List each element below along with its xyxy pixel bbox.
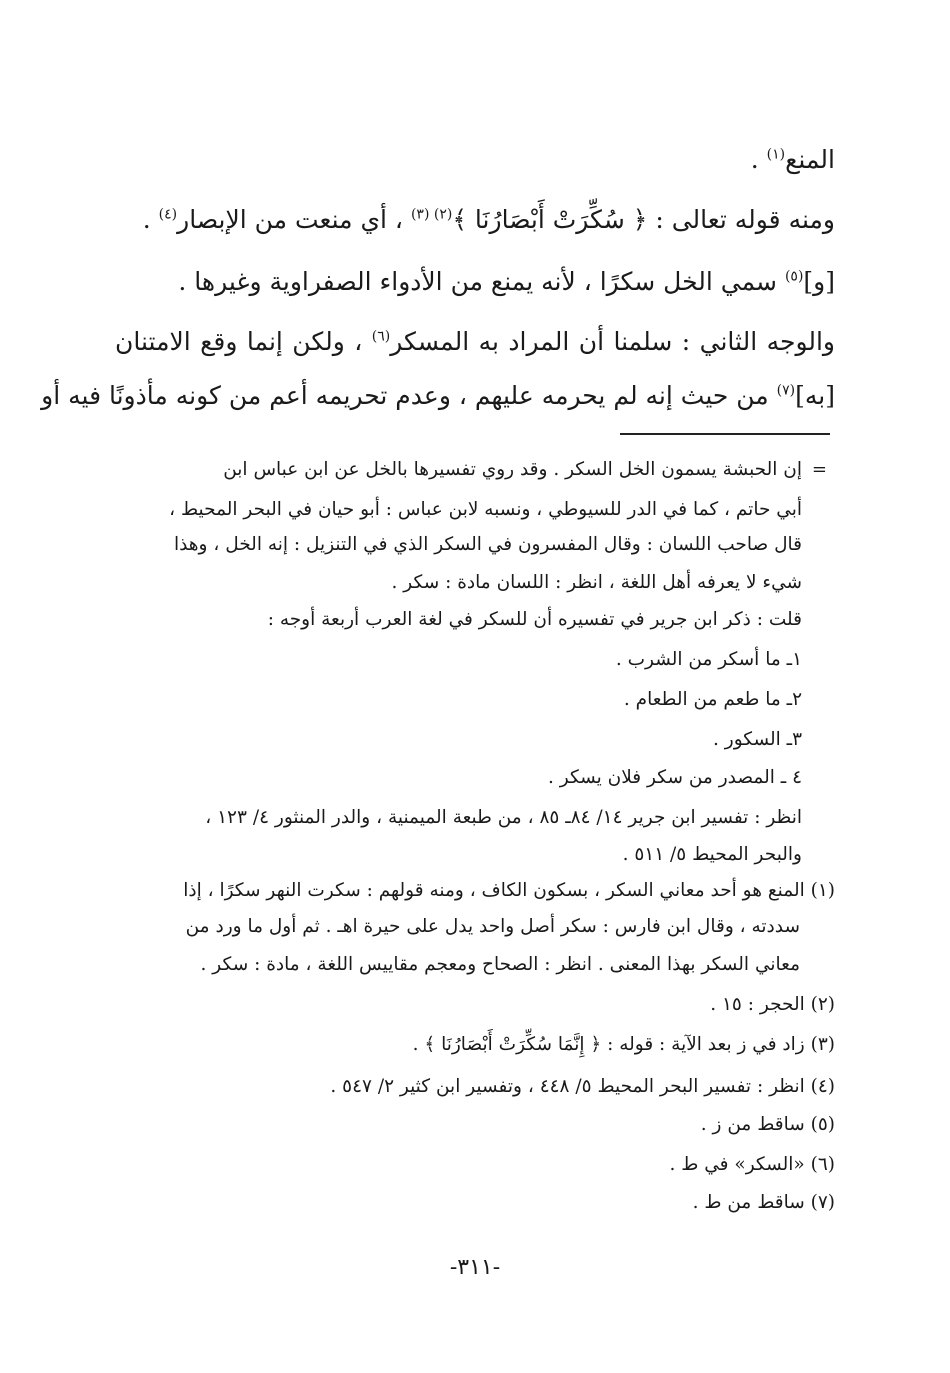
note-line: ٣ـ السكور . (713, 729, 802, 750)
main-line-5 (41, 376, 835, 416)
footnote-4: (٤) انظر : تفسير البحر المحيط ٥/ ٤٤٨ ، وتفسير ابن كثير ٢/ ٥٤٧ . (330, 1076, 835, 1097)
footnote-ref[interactable]: (٤) (158, 206, 178, 223)
note-line: شيء لا يعرفه أهل اللغة ، انظر : اللسان مادة : سكر . (391, 572, 802, 593)
note-line: ٤ ـ المصدر من سكر فلان يسكر . (547, 767, 802, 788)
page-number: -٣١١- (449, 1255, 501, 1280)
main-text: [و] (803, 267, 835, 296)
main-text: من حيث إنه لم يحرمه عليهم ، وعدم تحريمه أعم من كونه مأذونًا فيه أو (41, 381, 777, 410)
note-line: والبحر المحيط ٥/ ٥١١ . (622, 844, 802, 865)
footnote-7: (٧) ساقط من ط . (692, 1192, 835, 1213)
note-line: قلت : ذكر ابن جرير في تفسيره أن للسكر في لغة العرب أربعة أوجه : (267, 609, 802, 630)
main-text: [به] (795, 381, 835, 410)
note-line: أبي حاتم ، كما في الدر للسيوطي ، ونسبه لابن عباس : أبو حيان في البحر المحيط ، (169, 499, 802, 520)
footnote-3: (٣) زاد في ز بعد الآية : قوله : ﴿ إِنَّمَا سُكِّرَتْ أَبْصَارُنَا ﴾ . (412, 1034, 835, 1055)
footnote-2: (٢) الحجر : ١٥ . (710, 994, 835, 1015)
footnote-ref[interactable]: (١) (766, 146, 786, 163)
main-text: سمي الخل سكرًا ، لأنه يمنع من الأدواء الصفراوية وغيرها . (178, 267, 785, 296)
footnote-6: (٦) «السكر» في ط . (669, 1154, 835, 1175)
footnote-5: (٥) ساقط من ز . (700, 1114, 835, 1135)
note-line: إن الحبشة يسمون الخل السكر . وقد روي تفسيرها بالخل عن ابن عباس ابن (223, 459, 802, 480)
footnote-separator (620, 433, 830, 435)
main-text: ، أي منعت من الإبصار (177, 205, 411, 234)
footnote-1-cont: معاني السكر بهذا المعنى . انظر : الصحاح ومعجم مقاييس اللغة ، مادة : سكر . (200, 954, 800, 975)
note-line: ١ـ ما أسكر من الشرب . (615, 649, 802, 670)
main-text: ، ولكن إنما وقع الامتنان (115, 327, 372, 356)
footnote-1-cont: سددته ، وقال ابن فارس : سكر أصل واحد يدل على حيرة اهـ . ثم أول ما ورد من (185, 916, 800, 937)
main-text: المنع (785, 145, 835, 174)
footnote-ref[interactable]: (٧) (776, 382, 796, 399)
main-text: . (142, 205, 159, 234)
footnote-ref[interactable]: (٢) (٣) (410, 206, 453, 223)
main-line-1 (115, 140, 835, 180)
main-text: ومنه قوله تعالى : ﴿ سُكِّرَتْ أَبْصَارُنَا ﴾ (452, 205, 835, 234)
main-line-4 (115, 322, 835, 362)
main-text: . (750, 145, 767, 174)
footnote-1: (١) المنع هو أحد معاني السكر ، بسكون الكاف ، ومنه قولهم : سكرت النهر سكرًا ، إذا (183, 880, 835, 901)
note-line: ٢ـ ما طعم من الطعام . (623, 689, 802, 710)
note-line: قال صاحب اللسان : وقال المفسرون في السكر الذي في التنزيل : إنه الخل ، وهذا (173, 534, 802, 555)
continuation-mark: = (811, 459, 827, 480)
note-line: انظر : تفسير ابن جرير ١٤/ ٨٤ـ ٨٥ ، من طبعة الميمنية ، والدر المنثور ٤/ ١٢٣ ، (205, 807, 802, 828)
footnote-ref[interactable]: (٦) (371, 328, 391, 345)
main-text: والوجه الثاني : سلمنا أن المراد به المسكر (390, 327, 836, 356)
main-line-3 (115, 262, 835, 302)
main-line-2 (115, 200, 835, 240)
footnote-ref[interactable]: (٥) (784, 268, 804, 285)
